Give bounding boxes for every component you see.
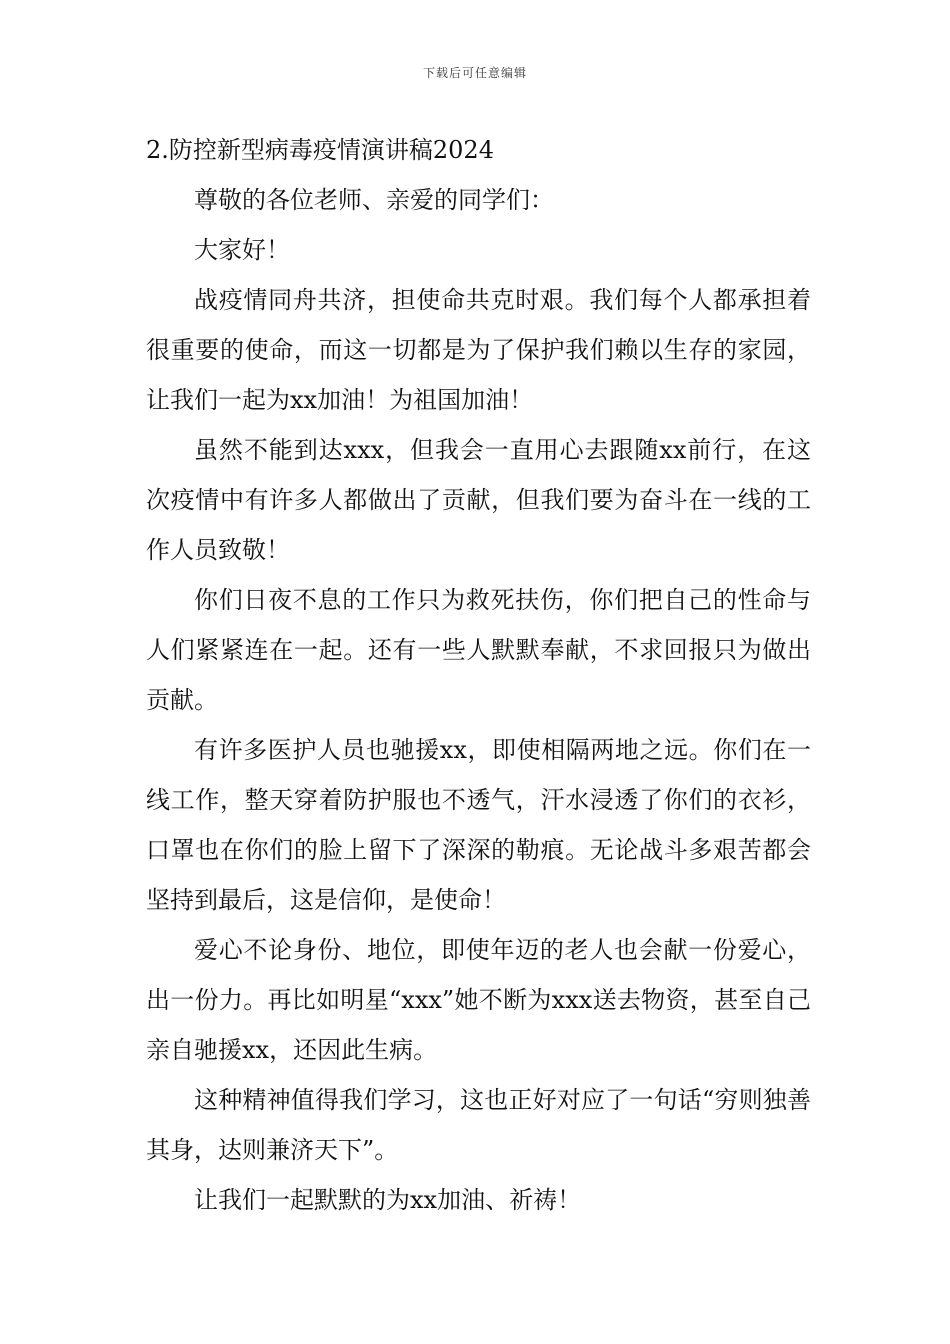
- paragraph: 这种精神值得我们学习，这也正好对应了一句话“穷则独善其身，达则兼济天下”。: [146, 1086, 811, 1164]
- paragraph: 爱心不论身份、地位，即使年迈的老人也会献一份爱心，出一份力。再比如明星“xxx”她不断为xxx送去物资，甚至自己亲自驰援xx，还因此生病。: [146, 936, 811, 1064]
- document-body: [146, 125, 811, 1225]
- paragraph: 虽然不能到达xxx，但我会一直用心去跟随xx前行，在这次疫情中有许多人都做出了贡献，但我们要为奋斗在一线的工作人员致敬！: [146, 436, 811, 564]
- paragraph: 有许多医护人员也驰援xx，即使相隔两地之远。你们在一线工作，整天穿着防护服也不透气，汗水浸透了你们的衣衫，口罩也在你们的脸上留下了深深的勒痕。无论战斗多艰苦都会坚持到最后，这是信仰，是使命！: [146, 736, 811, 914]
- document-title: 2.防控新型病毒疫情演讲稿2024: [146, 136, 494, 164]
- paragraph-closing: 让我们一起默默的为xx加油、祈祷！: [194, 1186, 582, 1214]
- paragraph: 战疫情同舟共济，担使命共克时艰。我们每个人都承担着很重要的使命，而这一切都是为了保护我们赖以生存的家园，让我们一起为xx加油！为祖国加油！: [146, 286, 811, 414]
- header-note: 下载后可任意编辑: [422, 66, 527, 80]
- paragraph: 你们日夜不息的工作只为救死扶伤，你们把自己的性命与人们紧紧连在一起。还有一些人默默奉献，不求回报只为做出贡献。: [146, 586, 811, 714]
- paragraph-hello: 大家好！: [194, 236, 290, 264]
- paragraph-greeting: 尊敬的各位老师、亲爱的同学们：: [194, 186, 554, 214]
